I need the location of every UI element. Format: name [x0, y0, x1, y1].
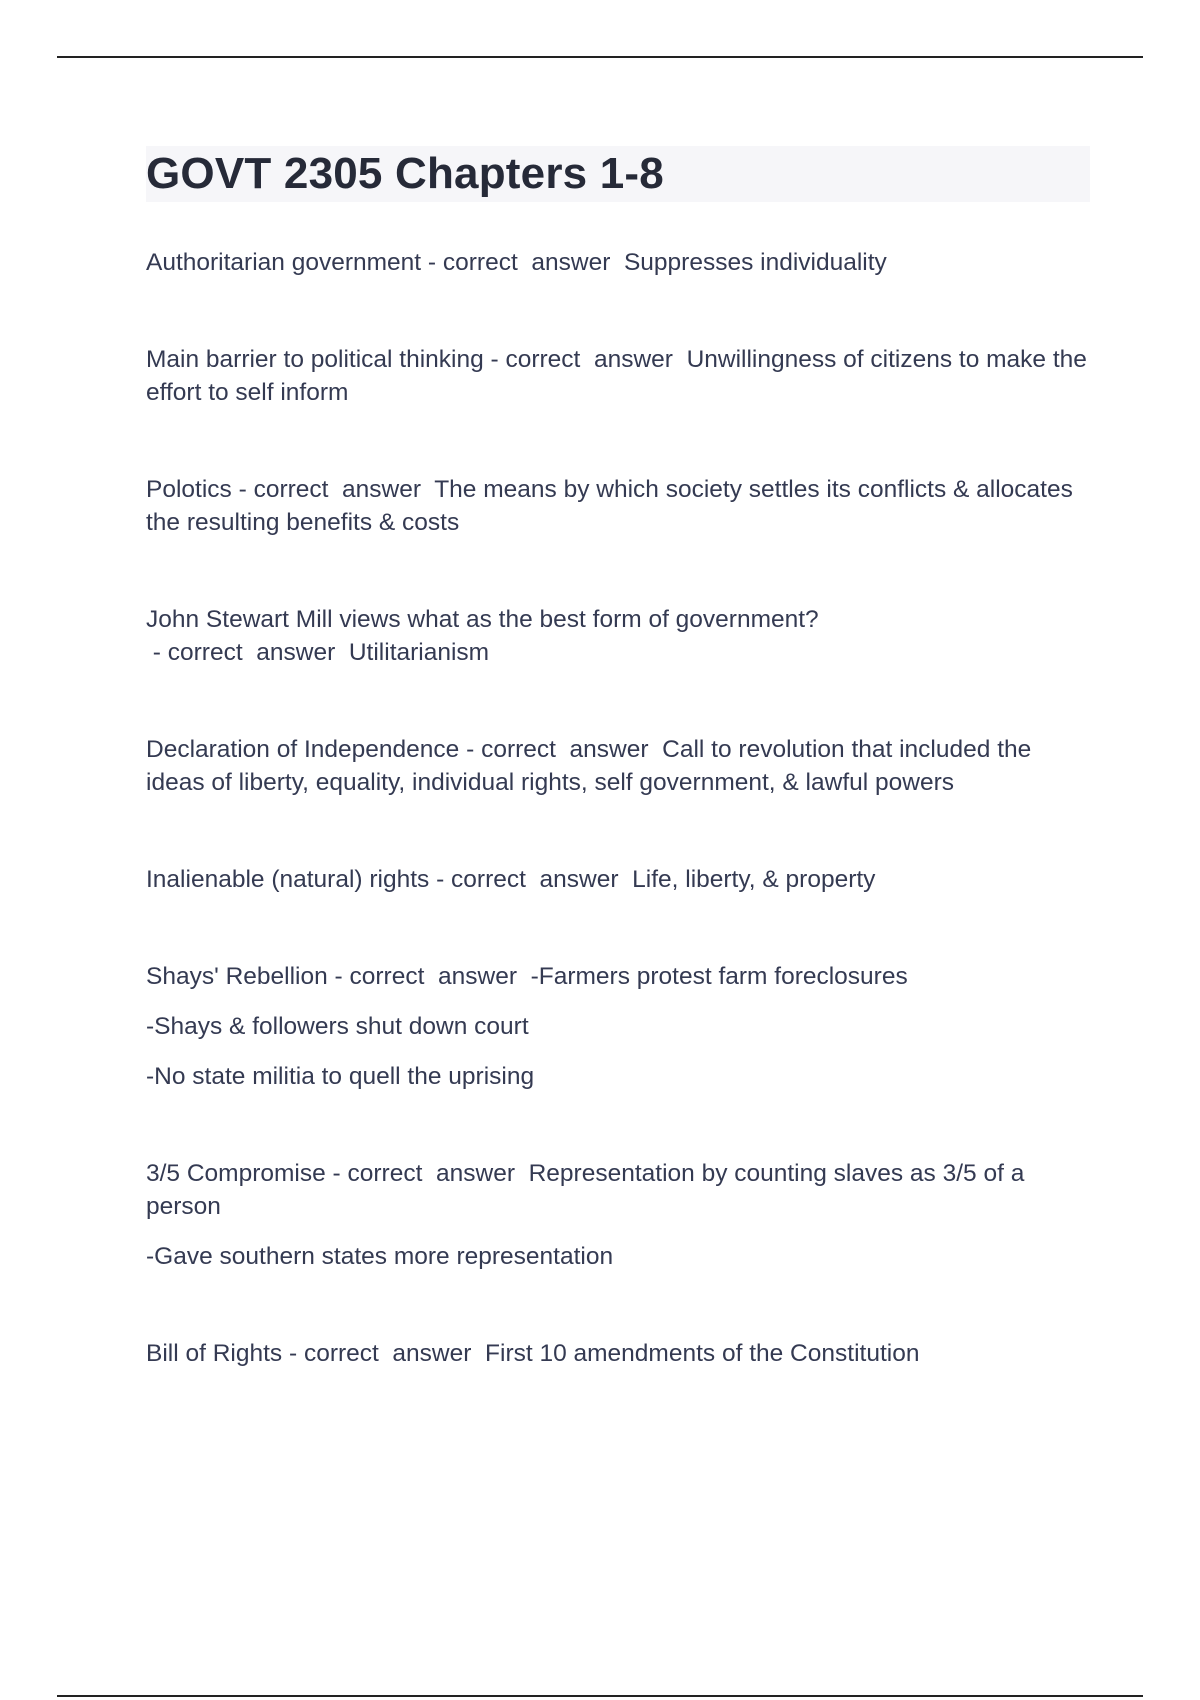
answer-line: First 10 amendments of the Constitution — [485, 1340, 920, 1367]
answer-line: -Shays & followers shut down court — [146, 1013, 529, 1040]
answer-line: -No state militia to quell the uprising — [146, 1063, 535, 1090]
flashcard-item — [146, 603, 1090, 669]
flashcard-item — [146, 1157, 1090, 1273]
separator: - correct answer — [327, 963, 531, 990]
term: John Stewart Mill views what as the best form of government? — [146, 606, 819, 633]
separator: - correct answer — [231, 476, 435, 503]
title-banner — [146, 146, 1090, 202]
answer-line: Suppresses individuality — [623, 249, 887, 276]
term: Inalienable (natural) rights — [146, 866, 430, 893]
top-rule — [57, 56, 1143, 58]
flashcard-first-line — [146, 603, 1090, 669]
separator: - correct answer — [282, 1340, 486, 1367]
page-title: GOVT 2305 Chapters 1-8 — [146, 149, 664, 198]
term: Authoritarian government — [146, 249, 422, 276]
answer-line: Unwillingness of citizens to make the effort to self inform — [146, 346, 1087, 406]
separator: - correct answer — [483, 346, 687, 373]
flashcard-item — [146, 343, 1090, 409]
flashcard-first-line — [146, 960, 1090, 993]
answer-line: Utilitarianism — [348, 639, 490, 666]
answer-line: -Gave southern states more representation — [146, 1243, 614, 1270]
answer-line: Call to revolution that included the ideas of liberty, equality, individual rights, self government, & lawful powers — [146, 736, 1032, 796]
flashcard-item — [146, 960, 1090, 1093]
term: Bill of Rights — [146, 1340, 283, 1367]
flashcard-first-line — [146, 343, 1090, 409]
answer-line: Life, liberty, & property — [632, 866, 876, 893]
separator: - correct answer — [429, 866, 633, 893]
answer-line: The means by which society settles its conflicts & allocates the resulting benefits & costs — [146, 476, 1073, 536]
flashcard-item — [146, 473, 1090, 539]
flashcard-item — [146, 733, 1090, 799]
flashcard-first-line — [146, 1157, 1090, 1223]
term: Declaration of Independence — [146, 736, 460, 763]
flashcard-list — [146, 246, 1090, 1370]
term: Polotics — [146, 476, 232, 503]
flashcard-first-line — [146, 1337, 1090, 1370]
term: 3/5 Compromise — [146, 1160, 326, 1187]
separator: - correct answer — [421, 249, 624, 276]
flashcard-first-line — [146, 473, 1090, 539]
answer-line: Representation by counting slaves as 3/5 of a person — [146, 1160, 1025, 1220]
flashcard-first-line — [146, 863, 1090, 896]
flashcard-item — [146, 1337, 1090, 1370]
term: Shays' Rebellion — [146, 963, 328, 990]
separator: - correct answer — [459, 736, 663, 763]
answer-line: -Farmers protest farm foreclosures — [530, 963, 908, 990]
separator: - correct answer — [146, 639, 349, 666]
flashcard-first-line — [146, 733, 1090, 799]
term: Main barrier to political thinking — [146, 346, 484, 373]
separator: - correct answer — [325, 1160, 529, 1187]
bottom-rule — [57, 1695, 1143, 1697]
flashcard-first-line — [146, 246, 1090, 279]
flashcard-item — [146, 246, 1090, 279]
flashcard-item — [146, 863, 1090, 896]
document-body — [146, 146, 1090, 1434]
